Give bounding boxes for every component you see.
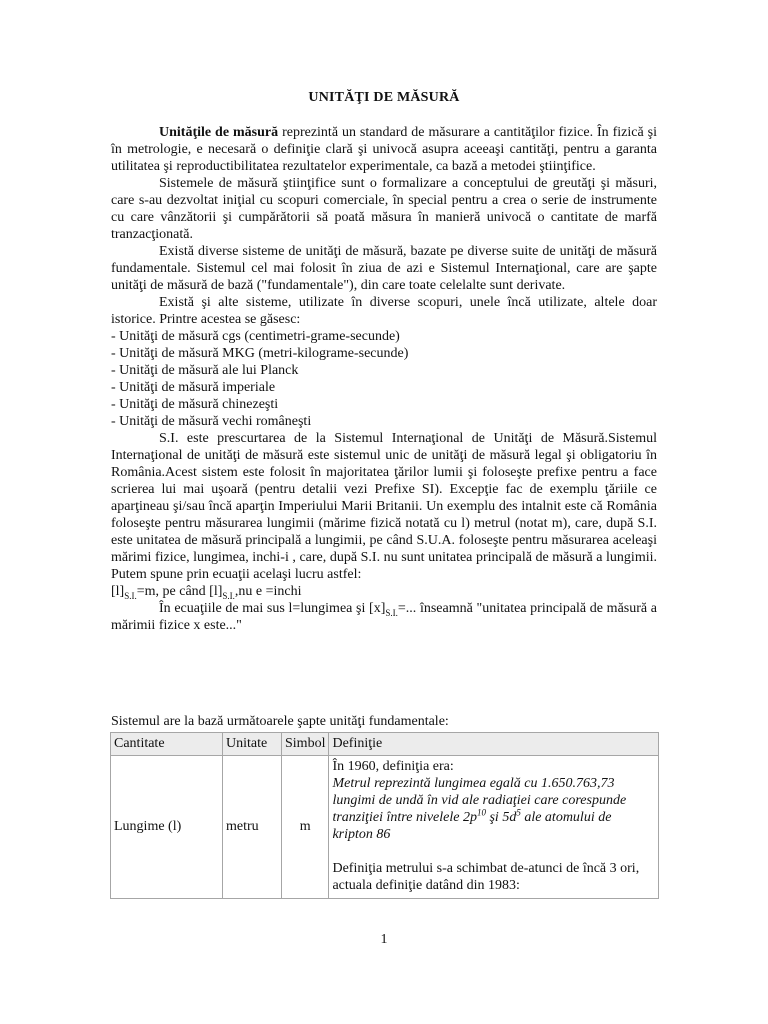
paragraph-other-systems: Există şi alte sisteme, utilizate în diverse scopuri, unele încă utilizate, altele doar istorice. Printre acestea se găsesc: xyxy=(111,295,657,327)
formula-part: [l] xyxy=(111,584,125,599)
document-body xyxy=(111,124,657,634)
explanation-part: În ecuaţiile de mai sus l=lungimea şi [x] xyxy=(159,601,386,616)
definition-note: Definiţia metrului s-a schimbat de-atunci de încă 3 ori, actuala definiţie datând din 1983: xyxy=(332,861,640,893)
definition-intro: În 1960, definiţia era: xyxy=(332,759,454,774)
units-table xyxy=(110,732,659,899)
header-cantitate: Cantitate xyxy=(111,733,223,756)
formula-subscript: S.I. xyxy=(222,590,235,601)
list-item: - Unităţi de măsură cgs (centimetri-grame-secunde) xyxy=(111,329,400,344)
cell-quantity: Lungime (l) xyxy=(111,756,223,899)
page-number: 1 xyxy=(380,932,388,947)
formula-part: ,nu e =inchi xyxy=(234,584,302,599)
cell-unit: metru xyxy=(223,756,282,899)
table-header-row xyxy=(111,733,659,756)
document-title: UNITĂŢI DE MĂSURĂ xyxy=(308,90,460,105)
definition-superscript: 10 xyxy=(476,807,486,818)
paragraph-equation-explanation xyxy=(111,600,657,634)
paragraph-unit-systems: Există diverse sisteme de unităţi de măsură, bazate pe diverse suite de unităţi de măsură fundamentale. Sistemul cel mai folosit în ziua de azi e Sistemul Internaţional, care are şapte unităţi de măsură de bază ("fundamentale"), din care toate celelalte sunt derivate. xyxy=(111,244,657,293)
definition-italic xyxy=(332,775,655,843)
header-simbol: Simbol xyxy=(282,733,329,756)
formula-line xyxy=(111,583,657,600)
list-item: - Unităţi de măsură MKG (metri-kilograme-secunde) xyxy=(111,346,409,361)
definition-italic-part: ale atomului de kripton 86 xyxy=(332,810,612,842)
table-intro: Sistemul are la bază următoarele şapte unităţi fundamentale: xyxy=(111,714,449,729)
paragraph-intro-text: reprezintă un standard de măsurare a cantităţilor fizice. În fizică şi în metrologie, e necesară o definiţie clară şi univocă asupra aceeaşi cantităţi, pentru a garanta utilitatea şi reproductibilitatea rezultatelor experimentale, ca bază a metodei ştiinţifice. xyxy=(111,125,657,174)
paragraph-intro xyxy=(111,124,657,175)
definition-superscript: 5 xyxy=(516,807,521,818)
list-item: - Unităţi de măsură imperiale xyxy=(111,380,276,395)
header-unitate: Unitate xyxy=(223,733,282,756)
formula-subscript: S.I. xyxy=(124,590,137,601)
paragraph-si-definition: S.I. este prescurtarea de la Sistemul Internaţional de Unităţi de Măsură.Sistemul Internaţional de unităţi de măsură este sistemul unic de unităţi de măsură legal şi obligatoriu în România.Acest sistem este folosit în majoritatea ţărilor lumii şi foloseşte prefixe pentru a face scrierea lui mai uşoară (pentru detalii vezi Prefixe SI). Excepţie fac de exemplu ţăriile ce aparţineau şi/sau încă aparţin Imperiului Marii Britanii. Un exemplu des intalnit este că România foloseşte pentru măsurarea lungimii (mărime fizică notată cu l) metrul (notat m), care, după S.I. este unitatea de măsură principală a lungimii, pe când S.U.A. foloseşte pentru măsurarea aceleaşi mărimi fizice, lungimea, inchi-i , care, după S.I. nu sunt unitatea principală de măsură a lungimii. Putem spune prin ecuaţii acelaşi lucru astfel: xyxy=(111,431,657,582)
list-item: - Unităţi de măsură ale lui Planck xyxy=(111,363,299,378)
term-unitati-de-masura: Unităţile de măsură xyxy=(159,125,279,140)
systems-list xyxy=(111,328,657,430)
definition-italic-part: şi 5d xyxy=(485,810,517,825)
table-row xyxy=(111,756,659,899)
paragraph-scientific-systems: Sistemele de măsură ştiinţifice sunt o formalizare a conceptului de greutăţi şi măsuri, care s-au dezvoltat iniţial cu scopuri comerciale, în special pentru a crea o serie de instrumente cu care vânzătorii şi cumpărătorii să poată măsura în manieră univocă o cantitate de marfă tranzacţionată. xyxy=(111,176,657,242)
list-item: - Unităţi de măsură chinezeşti xyxy=(111,397,279,412)
header-definitie: Definiţie xyxy=(329,733,659,756)
cell-definition xyxy=(329,756,659,899)
definition-italic-part: Metrul reprezintă lungimea egală cu 1.650.763,73 lungimi de undă în vid ale radiaţiei care corespunde tranziţiei între nivelele 2p xyxy=(332,776,627,825)
cell-symbol: m xyxy=(282,756,329,899)
explanation-subscript: S.I. xyxy=(385,607,398,618)
formula-part: =m, pe când [l] xyxy=(136,584,223,599)
list-item: - Unităţi de măsură vechi româneşti xyxy=(111,414,312,429)
explanation-part: =... înseamnă "unitatea principală de măsură a mărimii fizice x este..." xyxy=(111,601,657,633)
